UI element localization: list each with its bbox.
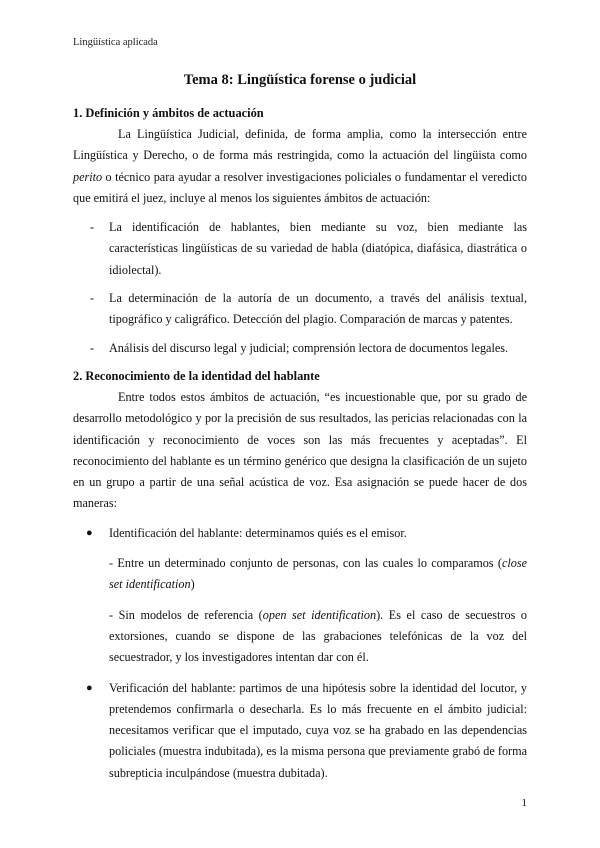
list-item-text: La identificación de hablantes, bien mediante su voz, bien mediante las características lingüísticas de su variedad de habla (diatópica, diafásica, diastrática o idiolectal). bbox=[109, 220, 527, 277]
section-2-heading: 2. Reconocimiento de la identidad del hablante bbox=[73, 368, 320, 383]
sub-item-open-set bbox=[109, 605, 527, 669]
sub-item-text: - Sin modelos de referencia ( bbox=[109, 607, 263, 622]
sub-item-text: ). Es el caso de secuestros o extorsiones, cuando se dispone de las grabaciones telefónicas de la voz del secuestrador, y los investigadores intentan dar con él. bbox=[109, 607, 527, 665]
list-item bbox=[73, 288, 527, 331]
list-item bbox=[73, 678, 527, 784]
page-number: 1 bbox=[521, 797, 527, 809]
sub-item-term: close set identification bbox=[109, 556, 527, 592]
section-1-text-b: o técnico para ayudar a resolver investigaciones policiales o fundamentar el veredicto que emitirá el juez, incluye al menos los siguientes ámbitos de actuación: bbox=[73, 169, 527, 205]
dash-marker: - bbox=[90, 220, 95, 235]
dash-marker: - bbox=[90, 340, 95, 355]
list-item bbox=[73, 523, 527, 669]
sub-item-text: ) bbox=[190, 577, 195, 592]
list-item-text: Análisis del discurso legal y judicial; comprensión lectora de documentos legales. bbox=[109, 340, 509, 355]
section-1-paragraph bbox=[73, 124, 527, 209]
sub-item-close-set bbox=[109, 553, 527, 596]
section-1-heading: 1. Definición y ámbitos de actuación bbox=[73, 106, 264, 120]
sub-item-term: open set identification bbox=[262, 607, 377, 622]
document-body bbox=[73, 103, 527, 793]
running-header: Lingüística aplicada bbox=[73, 37, 158, 48]
bullet-marker: ● bbox=[86, 526, 93, 539]
list-item bbox=[73, 338, 527, 359]
sub-item-text: - Entre un determinado conjunto de personas, con las cuales lo comparamos ( bbox=[109, 556, 502, 571]
list-item bbox=[73, 217, 527, 281]
scope-list bbox=[73, 217, 527, 359]
bullet-identification-text: Identificación del hablante: determinamos quiés es el emisor. bbox=[109, 525, 407, 540]
bullet-verification-text: Verificación del hablante: partimos de una hipótesis sobre la identidad del locutor, y pretendemos confirmarla o desecharla. Es lo más frecuente en el ámbito judicial: necesitamos verificar que el imputado, cuya voz se ha grabado en las dependencias policiales (muestra indubitada), es la misma persona que previamente grabó de forma subrepticia inculpándose (muestra dubitada). bbox=[109, 680, 527, 780]
section-1-text-a: La Lingüística Judicial, definida, de forma amplia, como la intersección entre Lingüística y Derecho, o de forma más restringida, como la actuación del lingüista como bbox=[73, 127, 527, 163]
recognition-list bbox=[73, 523, 527, 784]
bullet-marker: ● bbox=[86, 681, 93, 694]
dash-marker: - bbox=[90, 291, 95, 306]
list-item-text: La determinación de la autoría de un documento, a través del análisis textual, tipográfico y caligráfico. Detección del plagio. Comparación de marcas y patentes. bbox=[109, 291, 527, 327]
section-2-paragraph: Entre todos estos ámbitos de actuación, “es incuestionable que, por su grado de desarrollo metodológico y por la precisión de sus resultados, las pericias relacionadas con la identificación y reconocimiento de voces son las más frecuentes y aceptadas”. El reconocimiento del hablante es un término genérico que designa la clasificación de un sujeto en un grupo a partir de una señal acústica de voz. Esa asignación se puede hacer de dos maneras: bbox=[73, 389, 527, 511]
section-1-term-perito: perito bbox=[73, 169, 103, 184]
page-title: Tema 8: Lingüística forense o judicial bbox=[183, 72, 417, 88]
